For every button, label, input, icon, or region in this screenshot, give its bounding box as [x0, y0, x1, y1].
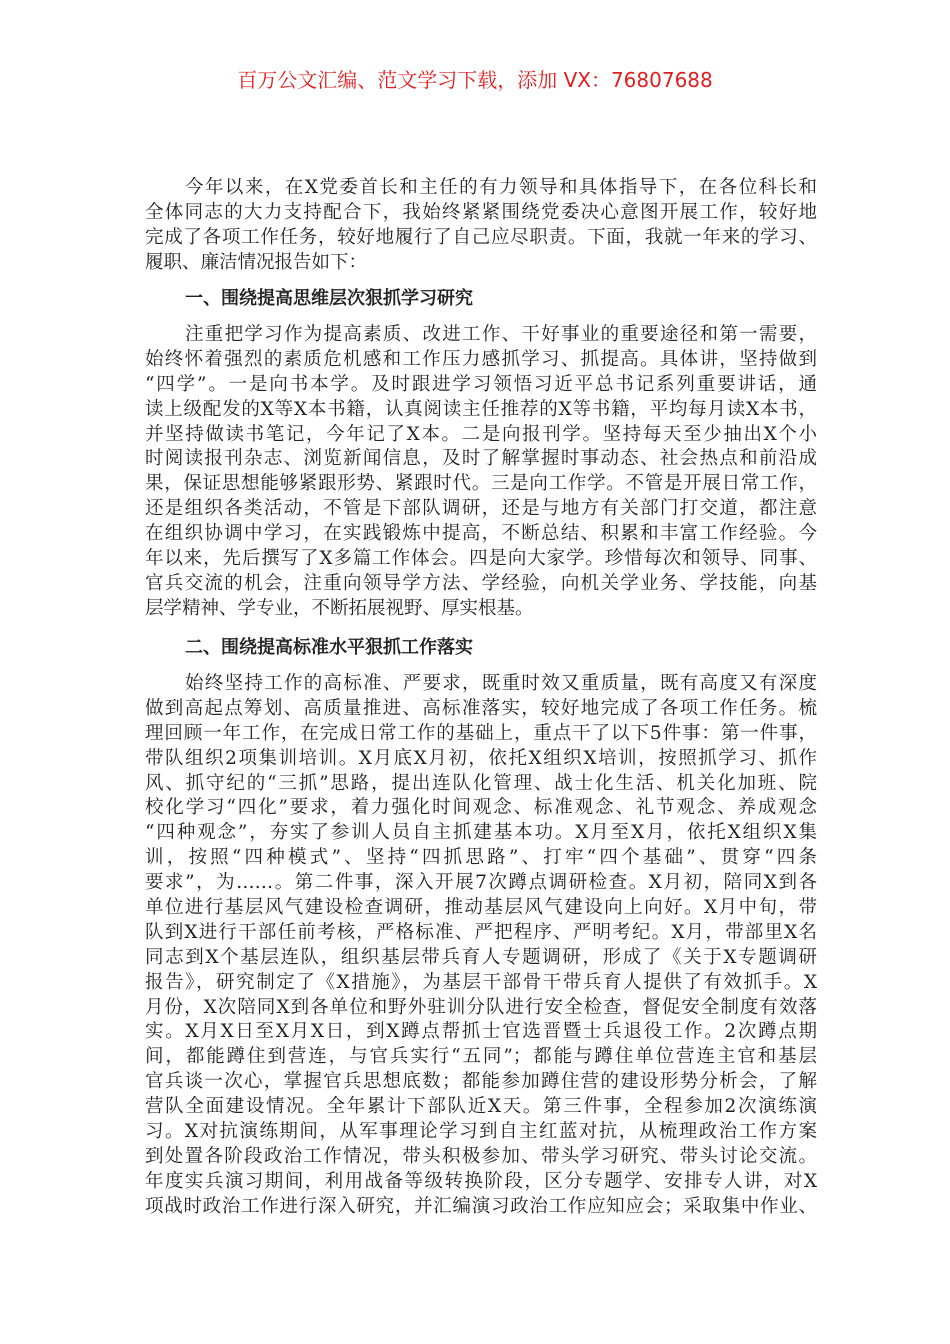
- text-line: 全体同志的大力支持配合下，我始终紧紧围绕党委决心意图开展工作，较好地: [145, 201, 817, 223]
- text-line: 习。X对抗演练期间，从军事理论学习到自主红蓝对抗，从梳理政治工作方案: [145, 1121, 817, 1143]
- text-line: 校化学习“四化”要求，着力强化时间观念、标准观念、礼节观念、养成观念: [145, 797, 817, 819]
- paragraph-work: [145, 672, 817, 1220]
- text-line: 要求”，为……。第二件事，深入开展7次蹲点调研检查。X月初，陪同X到各: [145, 872, 817, 894]
- text-line: 年以来，先后撰写了X多篇工作体会。四是向大家学。珍惜每次和领导、同事、: [145, 548, 817, 570]
- text-line: 官兵交流的机会，注重向领导学方法、学经验，向机关学业务、学技能，向基: [145, 572, 817, 594]
- text-line: 始终坚持工作的高标准、严要求，既重时效又重质量，既有高度又有深度: [185, 673, 817, 694]
- text-line: “四学”。一是向书本学。及时跟进学习领悟习近平总书记系列重要讲话，通: [145, 373, 817, 395]
- text-line: 官兵谈一次心，掌握官兵思想底数；都能参加蹲住营的建设形势分析会，了解: [145, 1071, 817, 1093]
- text-line: 注重把学习作为提高素质、改进工作、干好事业的重要途径和第一需要，: [185, 324, 817, 345]
- text-line: 理回顾一年工作，在完成日常工作的基础上，重点干了以下5件事：第一件事，: [145, 722, 817, 744]
- text-line: 做到高起点筹划、高质量推进、高标准落实，较好地完成了各项工作任务。梳: [145, 697, 817, 719]
- text-line: 今年以来，在X党委首长和主任的有力领导和具体指导下，在各位科长和: [185, 177, 817, 198]
- text-line: 层学精神、学专业，不断拓展视野、厚实根基。: [145, 597, 534, 619]
- text-line: 单位进行基层风气建设检查调研，推动基层风气建设向上向好。X月中旬，带: [145, 897, 817, 919]
- text-line: 到处置各阶段政治工作情况，带头积极参加、带头学习研究、带头讨论交流。: [145, 1145, 817, 1167]
- paragraph-intro: [145, 176, 817, 276]
- text-line: 风、抓守纪的“三抓”思路，提出连队化管理、战士化生活、机关化加班、院: [145, 772, 817, 794]
- text-line: 年度实兵演习期间，利用战备等级转换阶段，区分专题学、安排专人讲，对X: [145, 1170, 817, 1192]
- text-line: 读上级配发的X等X本书籍，认真阅读主任推荐的X等书籍，平均每月读X本书，: [145, 398, 817, 420]
- text-line: 时阅读报刊杂志、浏览新闻信息，及时了解掌握时事动态、社会热点和前沿成: [145, 448, 817, 470]
- text-line: 完成了各项工作任务，较好地履行了自己应尽职责。下面，我就一年来的学习、: [145, 226, 817, 248]
- watermark-banner: 百万公文汇编、范文学习下载，添加 VX：76807688: [237, 68, 713, 92]
- text-line: 在组织协调中学习，在实践锻炼中提高，不断总结、积累和丰富工作经验。今: [145, 523, 817, 545]
- text-line: 还是组织各类活动，不管是下部队调研，还是与地方有关部门打交道，都注意: [145, 498, 817, 520]
- text-line: 果，保证思想能够紧跟形势、紧跟时代。三是向工作学。不管是开展日常工作，: [145, 473, 817, 495]
- text-line: 项战时政治工作进行深入研究，并汇编演习政治工作应知应会；采取集中作业、: [145, 1195, 817, 1217]
- text-line: 始终怀着强烈的素质危机感和工作压力感抓学习、抓提高。具体讲，坚持做到: [145, 348, 817, 370]
- text-line: “四种观念”，夯实了参训人员自主抓建基本功。X月至X月，依托X组织X集: [145, 822, 817, 844]
- text-line: 营队全面建设情况。全年累计下部队近X天。第三件事，全程参加2次演练演: [145, 1096, 817, 1118]
- text-line: 并坚持做读书笔记，今年记了X本。二是向报刊学。坚持每天至少抽出X个小: [145, 423, 817, 445]
- text-line: 间，都能蹲住到营连，与官兵实行“五同”；都能与蹲住单位营连主官和基层: [145, 1046, 817, 1068]
- text-line: 月份，X次陪同X到各单位和野外驻训分队进行安全检查，督促安全制度有效落: [145, 996, 817, 1018]
- text-line: 带队组织2项集训培训。X月底X月初，依托X组织X培训，按照抓学习、抓作: [145, 747, 817, 769]
- text-line: 训，按照“四种模式”、坚持“四抓思路”、打牢“四个基础”、贯穿“四条: [145, 847, 817, 869]
- paragraph-study: [145, 323, 817, 622]
- section-heading-2: 二、围绕提高标准水平狠抓工作落实: [185, 637, 473, 658]
- text-line: 实。X月X日至X月X日，到X蹲点帮抓士官选晋暨士兵退役工作。2次蹲点期: [145, 1021, 817, 1043]
- text-line: 队到X进行干部任前考核，严格标准、严把程序、严明考纪。X月，带部里X名: [145, 921, 817, 943]
- section-heading-1: 一、围绕提高思维层次狠抓学习研究: [185, 288, 473, 309]
- text-line: 报告》，研究制定了《X措施》，为基层干部骨干带兵育人提供了有效抓手。X: [145, 971, 817, 993]
- text-line: 同志到X个基层连队，组织基层带兵育人专题调研，形成了《关于X专题调研: [145, 946, 817, 968]
- text-line: 履职、廉洁情况报告如下：: [145, 251, 368, 273]
